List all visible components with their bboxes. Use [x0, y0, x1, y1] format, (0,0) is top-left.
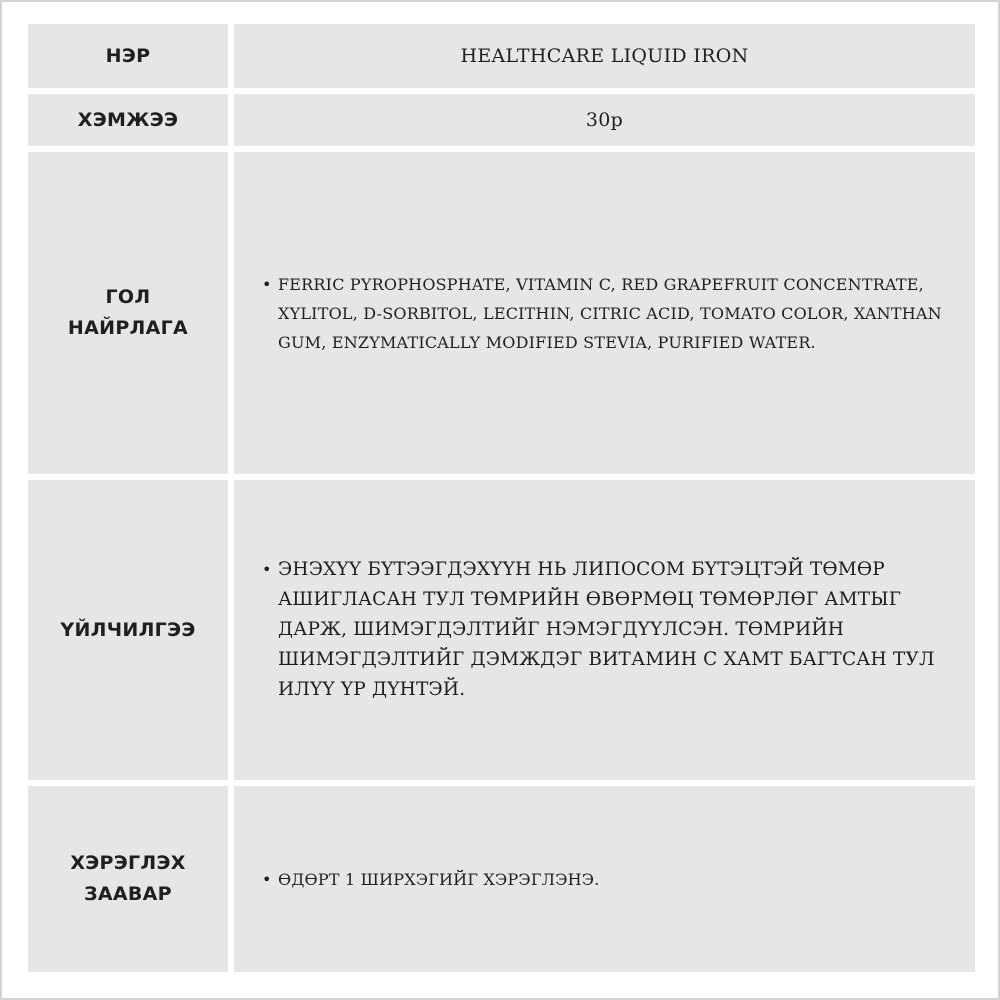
- label-size-cell: [28, 94, 228, 146]
- label-usage-line1: ХЭРЭГЛЭХ: [70, 852, 186, 874]
- label-usage-cell: [28, 786, 228, 972]
- bullet-icon: •: [262, 560, 272, 579]
- value-ingredients-cell: [234, 152, 975, 474]
- label-effect-cell: [28, 480, 228, 780]
- label-name-cell: [28, 24, 228, 88]
- label-ingredients-line1: ГОЛ: [105, 286, 151, 308]
- value-effect-cell: [234, 480, 975, 780]
- label-size: ХЭМЖЭЭ: [77, 108, 179, 131]
- value-usage-cell: [234, 786, 975, 972]
- usage-text: ӨДӨРТ 1 ШИРХЭГИЙГ ХЭРЭГЛЭНЭ.: [278, 869, 600, 889]
- label-effect: ҮЙЛЧИЛГЭЭ: [60, 618, 196, 641]
- label-usage-line2: ЗААВАР: [84, 883, 172, 905]
- label-name: НЭР: [105, 44, 151, 67]
- usage-list-item: [262, 865, 600, 894]
- bullet-icon: •: [262, 869, 272, 889]
- value-size-cell: [234, 94, 975, 146]
- bullet-icon: •: [262, 274, 272, 294]
- label-ingredients-cell: [28, 152, 228, 474]
- effect-list-item: [262, 555, 947, 705]
- label-ingredients-line2: НАЙРЛАГА: [67, 317, 189, 339]
- ingredients-text: FERRIC PYROPHOSPHATE, VITAMIN C, RED GRAPEFRUIT CONCENTRATE, XYLITOL, D-SORBITOL, LECITHIN, CITRIC ACID, TOMATO COLOR, XANTHAN GUM, ENZYMATICALLY MODIFIED STEVIA, PURIFIED WATER.: [278, 274, 942, 352]
- product-name: HEALTHCARE LIQUID IRON: [460, 45, 749, 67]
- ingredients-list-item: [262, 270, 947, 357]
- value-name-cell: [234, 24, 975, 88]
- product-size: 30р: [585, 109, 624, 131]
- effect-text: ЭНЭХҮҮ БҮТЭЭГДЭХҮҮН НЬ ЛИПОСОМ БҮТЭЦТЭЙ ТӨМӨР АШИГЛАСАН ТУЛ ТӨМРИЙН ӨВӨРМӨЦ ТӨМӨРЛӨГ АМТЫГ ДАРЖ, ШИМЭГДЭЛТИЙГ НЭМЭГДҮҮЛСЭН. ТӨМРИЙН ШИМЭГДЭЛТИЙГ ДЭМЖДЭГ ВИТАМИН С ХАМТ БАГТСАН ТУЛ ИЛҮҮ ҮР ДҮНТЭЙ.: [278, 559, 935, 700]
